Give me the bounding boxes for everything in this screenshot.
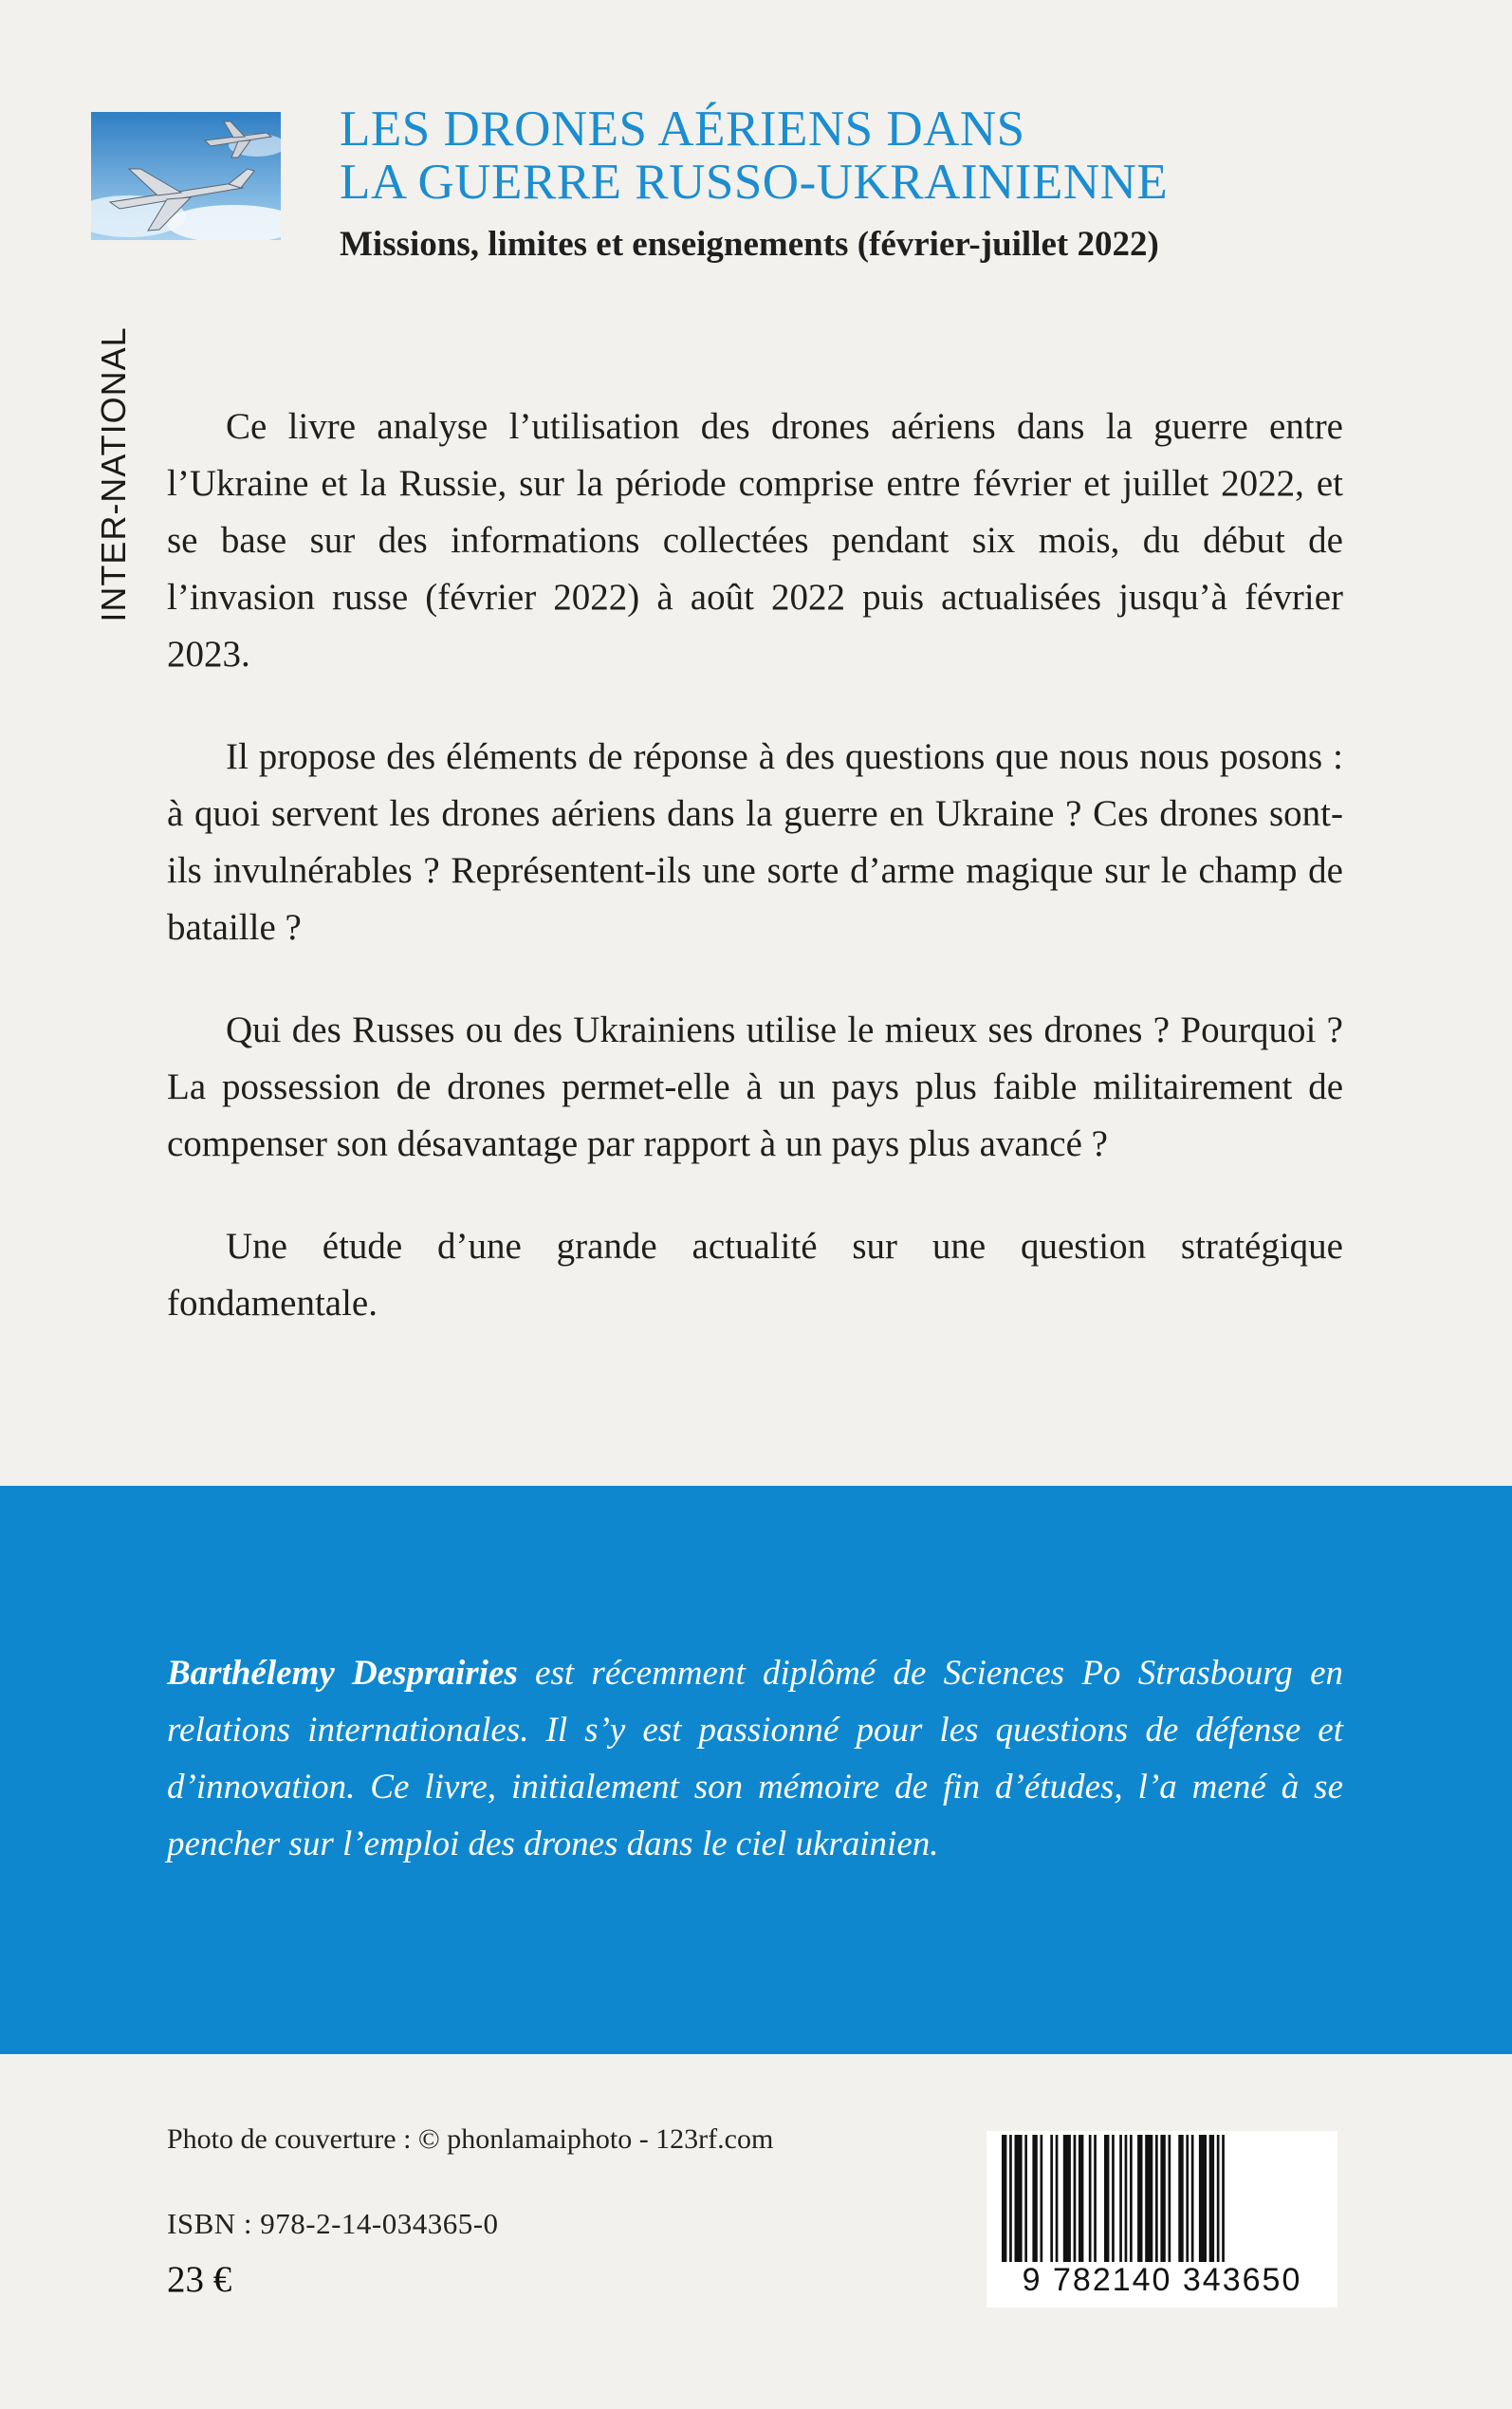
price: 23 € (167, 2259, 232, 2300)
barcode-bar (1125, 2135, 1128, 2262)
barcode-bar (1155, 2135, 1158, 2262)
blurb-paragraph-1: Ce livre analyse l’utilisation des drones aériens dans la guerre entre l’Ukraine et la Russie, sur la période comprise entre février et juillet 2022, et se base sur des informations collectées pendant six mois, du début de l’invasion russe (février 2022) à août 2022 puis actualisées jusqu’à février 2023. (167, 406, 1343, 675)
author-name: Barthélemy Desprairies (167, 1654, 518, 1693)
barcode-bar (1002, 2135, 1006, 2262)
barcode-bar (1119, 2135, 1122, 2262)
drones-photo (91, 112, 281, 240)
barcode-bar (1050, 2135, 1053, 2262)
barcode-bar (1079, 2135, 1083, 2262)
book-title-line-2: LA GUERRE RUSSO-UKRAINIENNE (340, 155, 1169, 210)
barcode-bar (1074, 2135, 1077, 2262)
barcode-bar (1112, 2135, 1115, 2262)
blurb (167, 398, 1343, 1378)
blurb-paragraph-4: Une étude d’une grande actualité sur une question stratégique fondamentale. (167, 1226, 1343, 1324)
barcode-bar (1024, 2135, 1027, 2262)
series-label: INTER-NATIONAL (94, 326, 133, 622)
barcode-bar (1217, 2135, 1220, 2262)
barcode-bar (1089, 2135, 1092, 2262)
barcode-bars (996, 2135, 1328, 2262)
author-bio-text: est récemment diplômé de Sciences Po Strasbourg en relations internationales. Il s’y est passionné pour les questions de défense et d’innovation. Ce livre, initialement son mémoire de fin d’études, l’a mené à se pencher sur l’emploi des drones dans le ciel ukrainien. (167, 1654, 1344, 1863)
author-bio (167, 1645, 1343, 1873)
barcode-bar (1145, 2135, 1152, 2262)
barcode-bar (1209, 2135, 1214, 2262)
barcode-bar (1009, 2135, 1012, 2262)
barcode-bar (1222, 2135, 1225, 2262)
barcode-bar (1104, 2135, 1109, 2262)
barcode-bar (1032, 2135, 1037, 2262)
barcode-bar (1199, 2135, 1207, 2262)
barcode-bar (1041, 2135, 1043, 2262)
author-band (0, 1486, 1512, 2054)
barcode-bar (1056, 2135, 1059, 2262)
barcode-bar (1015, 2135, 1023, 2262)
blurb-paragraph-3: Qui des Russes ou des Ukrainiens utilise le mieux ses drones ? Pourquoi ? La possession de drones permet-elle à un pays plus faible militairement de compenser son désavantage par rapport à un pays plus avancé ? (167, 1010, 1343, 1164)
barcode-bar (1169, 2135, 1171, 2262)
barcode-digits: 9 782140 343650 (1022, 2262, 1302, 2298)
isbn: ISBN : 978-2-14-034365-0 (167, 2207, 499, 2240)
blurb-paragraph-2: Il propose des éléments de réponse à des questions que nous nous posons : à quoi servent les drones aériens dans la guerre en Ukraine ? Ces drones sont-ils invulnérables ? Représentent-ils une sorte d’arme magique sur le champ de bataille ? (167, 736, 1343, 948)
cover-thumbnail (91, 112, 281, 240)
book-title-line-1: LES DRONES AÉRIENS DANS (340, 102, 1025, 157)
barcode-bar (1178, 2135, 1183, 2262)
barcode-bar (1160, 2135, 1165, 2262)
barcode (986, 2131, 1337, 2307)
barcode-bar (1130, 2135, 1133, 2262)
barcode-bar (1186, 2135, 1189, 2262)
barcode-bar (1094, 2135, 1097, 2262)
barcode-bar (1137, 2135, 1142, 2262)
barcode-bar (1191, 2135, 1194, 2262)
photo-credit: Photo de couverture : © phonlamaiphoto - 123rf.com (167, 2123, 774, 2155)
barcode-bar (1063, 2135, 1071, 2262)
book-subtitle: Missions, limites et enseignements (février-juillet 2022) (340, 225, 1159, 264)
title-block (340, 102, 1421, 265)
